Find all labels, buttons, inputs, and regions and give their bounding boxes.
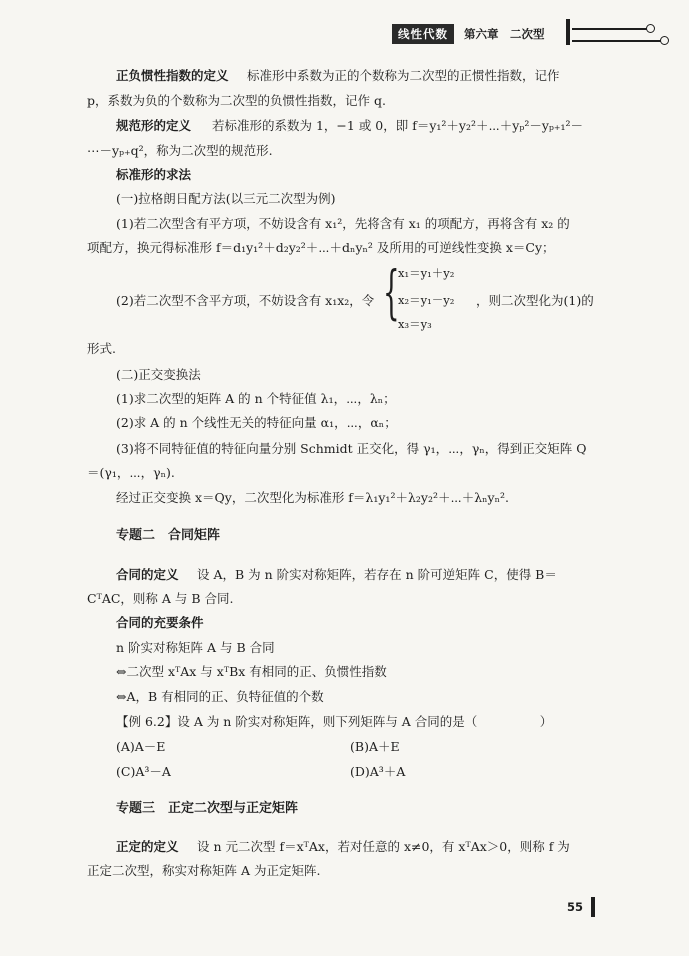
text-line: ⋯－yₚ₊q²，称为二次型的规范形.	[87, 143, 273, 158]
section-heading: 专题三 正定二次型与正定矩阵	[116, 801, 299, 816]
header-ornament-dot	[646, 24, 655, 33]
text-line: 设 n 元二次型 f＝xᵀAx，若对任意的 x≠0，有 xᵀAx＞0，则称 f 为	[197, 839, 570, 854]
text-line: (二)正交变换法	[116, 367, 201, 382]
text-line: ⇔二次型 xᵀAx 与 xᵀBx 有相同的正、负惯性指数	[116, 664, 387, 679]
text-line: (3)将不同特征值的特征向量分别 Schmidt 正交化，得 γ₁，⋯，γₙ，得到正交矩阵 Q	[116, 441, 587, 456]
header-chapter-title: 第六章 二次型	[464, 27, 545, 41]
text-line: 标准形中系数为正的个数称为二次型的正惯性指数，记作	[247, 68, 560, 83]
choice-c: (C)A³－A	[116, 764, 171, 779]
definition-term: 规范形的定义	[116, 118, 192, 133]
text-line: ⇔A，B 有相同的正、负特征值的个数	[116, 689, 324, 704]
header-rule-bottom	[572, 40, 662, 42]
text-line: 经过正交变换 x＝Qy，二次型化为标准形 f＝λ₁y₁²＋λ₂y₂²＋⋯＋λₙyₙ².	[116, 490, 510, 505]
text-line: ＝(γ₁，⋯，γₙ).	[87, 465, 175, 480]
text-line: 若标准形的系数为 1，−1 或 0，即 f＝y₁²＋y₂²＋⋯＋yₚ²－yₚ₊₁²－	[212, 118, 584, 133]
definition-term: 合同的定义	[116, 567, 179, 582]
system-equation: x₁＝y₁＋y₂	[398, 266, 455, 280]
text-line: n 阶实对称矩阵 A 与 B 合同	[116, 640, 275, 655]
text-line: ，则二次型化为(1)的	[476, 293, 594, 308]
page-number-bar	[591, 897, 595, 917]
choice-a: (A)A－E	[116, 739, 166, 754]
text-line: 正定二次型，称实对称矩阵 A 为正定矩阵.	[87, 863, 321, 878]
header-book-title: 线性代数	[392, 24, 454, 44]
subsection-heading: 合同的充要条件	[116, 615, 204, 630]
text-line: (一)拉格朗日配方法(以三元二次型为例)	[116, 191, 336, 206]
running-header	[392, 22, 545, 46]
text-line: (2)求 A 的 n 个线性无关的特征向量 α₁，⋯，αₙ；	[116, 415, 397, 430]
example-question: 【例 6.2】设 A 为 n 阶实对称矩阵，则下列矩阵与 A 合同的是（ ）	[116, 714, 553, 729]
choice-b: (B)A＋E	[350, 739, 400, 754]
system-equation: x₂＝y₁－y₂	[398, 293, 455, 307]
section-heading: 专题二 合同矩阵	[116, 528, 221, 543]
definition-term: 正负惯性指数的定义	[116, 68, 229, 83]
system-brace: {	[383, 258, 400, 326]
header-ornament-dot	[660, 36, 669, 45]
choice-d: (D)A³＋A	[350, 764, 406, 779]
definition-term: 正定的定义	[116, 839, 179, 854]
text-line: (1)若二次型含有平方项，不妨设含有 x₁²，先将含有 x₁ 的项配方，再将含有 x₂ 的	[116, 216, 570, 231]
text-line: (1)求二次型的矩阵 A 的 n 个特征值 λ₁，⋯，λₙ；	[116, 391, 396, 406]
text-line: CᵀAC，则称 A 与 B 合同.	[87, 591, 234, 606]
text-line: 设 A，B 为 n 阶实对称矩阵，若存在 n 阶可逆矩阵 C，使得 B＝	[197, 567, 557, 582]
page-number: 55	[567, 900, 584, 914]
header-rule-top	[572, 28, 648, 30]
text-line: p，系数为负的个数称为二次型的负惯性指数，记作 q.	[87, 93, 386, 108]
subsection-heading: 标准形的求法	[116, 167, 192, 182]
text-line: 项配方，换元得标准形 f＝d₁y₁²＋d₂y₂²＋⋯＋dₙyₙ² 及所用的可逆线性变换 x＝Cy；	[87, 240, 555, 255]
header-bar	[566, 19, 570, 45]
text-line: 形式.	[87, 341, 116, 356]
text-line: (2)若二次型不含平方项，不妨设含有 x₁x₂，令	[116, 293, 375, 308]
system-equation: x₃＝y₃	[398, 317, 432, 331]
